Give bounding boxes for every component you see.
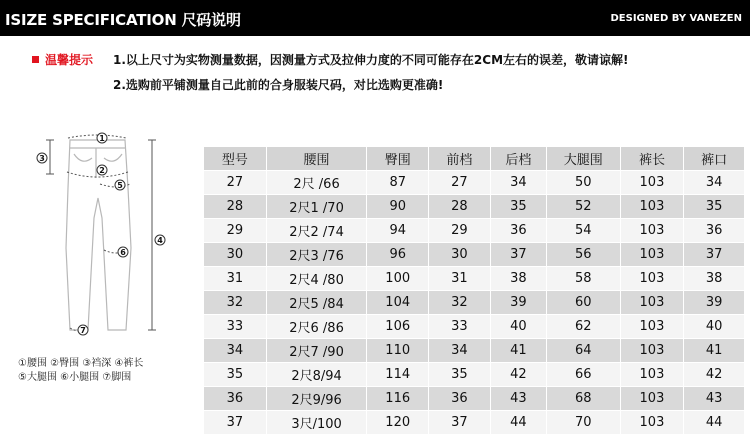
table-cell: 42	[490, 363, 546, 387]
table-cell: 103	[620, 339, 684, 363]
table-cell: 36	[490, 219, 546, 243]
table-cell: 29	[204, 219, 267, 243]
table-cell: 31	[204, 267, 267, 291]
table-cell: 35	[429, 363, 491, 387]
table-row	[204, 339, 745, 363]
tip-line-1: 1.以上尺寸为实物测量数据，因测量方式及拉伸力度的不同可能存在2CM左右的误差，敬请谅解!	[113, 53, 629, 67]
marker-7-icon	[78, 325, 88, 335]
svg-text:5: 5	[117, 181, 123, 190]
table-cell: 60	[546, 291, 620, 315]
size-spec-table	[203, 146, 745, 435]
table-cell: 66	[546, 363, 620, 387]
page-title: ISIZE SPECIFICATION 尺码说明	[5, 11, 241, 29]
marker-3-icon	[37, 153, 47, 163]
table-cell: 36	[204, 387, 267, 411]
table-cell: 103	[620, 219, 684, 243]
table-cell: 90	[367, 195, 429, 219]
table-row	[204, 387, 745, 411]
table-cell: 94	[367, 219, 429, 243]
table-cell: 2尺 /66	[266, 171, 367, 195]
svg-text:6: 6	[120, 248, 126, 257]
table-cell: 70	[546, 411, 620, 435]
table-cell: 37	[684, 243, 745, 267]
marker-2-icon	[97, 165, 107, 175]
table-cell: 38	[490, 267, 546, 291]
pants-measurement-diagram	[30, 128, 180, 350]
table-cell: 41	[684, 339, 745, 363]
table-cell: 104	[367, 291, 429, 315]
table-cell: 103	[620, 267, 684, 291]
table-cell: 110	[367, 339, 429, 363]
marker-5-icon	[115, 180, 125, 190]
table-cell: 52	[546, 195, 620, 219]
header-front-rise: 前档	[429, 147, 491, 171]
table-row	[204, 243, 745, 267]
tips-label: 温馨提示	[45, 53, 94, 67]
table-row	[204, 195, 745, 219]
table-cell: 39	[684, 291, 745, 315]
table-cell: 2尺4 /80	[266, 267, 367, 291]
svg-text:2: 2	[99, 166, 105, 175]
table-cell: 31	[429, 267, 491, 291]
table-cell: 35	[490, 195, 546, 219]
table-cell: 56	[546, 243, 620, 267]
marker-6-icon	[118, 247, 128, 257]
table-cell: 27	[204, 171, 267, 195]
table-cell: 33	[204, 315, 267, 339]
table-row	[204, 315, 745, 339]
bullet-square-icon	[32, 56, 39, 63]
table-cell: 103	[620, 195, 684, 219]
table-cell: 54	[546, 219, 620, 243]
table-cell: 30	[429, 243, 491, 267]
header-waist: 腰围	[266, 147, 367, 171]
table-cell: 103	[620, 387, 684, 411]
table-cell: 114	[367, 363, 429, 387]
table-cell: 42	[684, 363, 745, 387]
table-row	[204, 411, 745, 435]
table-cell: 40	[684, 315, 745, 339]
table-cell: 39	[490, 291, 546, 315]
table-cell: 58	[546, 267, 620, 291]
diagram-legend-line-1: ①腰围 ②臀围 ③裆深 ④裤长	[18, 358, 144, 369]
table-cell: 116	[367, 387, 429, 411]
table-cell: 2尺8/94	[266, 363, 367, 387]
table-cell: 103	[620, 411, 684, 435]
table-cell: 3尺/100	[266, 411, 367, 435]
table-cell: 38	[684, 267, 745, 291]
table-cell: 35	[684, 195, 745, 219]
table-cell: 37	[204, 411, 267, 435]
table-cell: 100	[367, 267, 429, 291]
table-cell: 68	[546, 387, 620, 411]
table-cell: 64	[546, 339, 620, 363]
table-row	[204, 363, 745, 387]
tip-line-2: 2.选购前平铺测量自己此前的合身服装尺码，对比选购更准确!	[113, 78, 444, 92]
table-cell: 28	[204, 195, 267, 219]
diagram-legend-line-2: ⑤大腿围 ⑥小腿围 ⑦脚围	[18, 372, 132, 383]
table-cell: 62	[546, 315, 620, 339]
header-thigh: 大腿围	[546, 147, 620, 171]
table-header-row	[204, 147, 745, 171]
table-cell: 106	[367, 315, 429, 339]
table-row	[204, 267, 745, 291]
table-cell: 32	[204, 291, 267, 315]
table-cell: 43	[490, 387, 546, 411]
header-leg-opening: 裤口	[684, 147, 745, 171]
header-size: 型号	[204, 147, 267, 171]
table-cell: 27	[429, 171, 491, 195]
svg-text:3: 3	[39, 154, 45, 163]
table-cell: 37	[490, 243, 546, 267]
table-cell: 2尺1 /70	[266, 195, 367, 219]
marker-1-icon	[97, 133, 107, 143]
table-row	[204, 219, 745, 243]
table-cell: 2尺9/96	[266, 387, 367, 411]
table-cell: 2尺2 /74	[266, 219, 367, 243]
table-cell: 2尺7 /90	[266, 339, 367, 363]
brand-label: DESIGNED BY VANEZEN	[610, 13, 742, 24]
table-cell: 41	[490, 339, 546, 363]
header-hip: 臀围	[367, 147, 429, 171]
table-cell: 96	[367, 243, 429, 267]
table-cell: 103	[620, 315, 684, 339]
table-cell: 103	[620, 243, 684, 267]
table-cell: 40	[490, 315, 546, 339]
table-cell: 29	[429, 219, 491, 243]
marker-4-icon	[155, 235, 165, 245]
table-cell: 34	[490, 171, 546, 195]
table-cell: 36	[429, 387, 491, 411]
table-cell: 103	[620, 363, 684, 387]
table-cell: 35	[204, 363, 267, 387]
table-cell: 34	[204, 339, 267, 363]
table-row	[204, 291, 745, 315]
table-cell: 43	[684, 387, 745, 411]
table-cell: 32	[429, 291, 491, 315]
table-cell: 33	[429, 315, 491, 339]
table-cell: 30	[204, 243, 267, 267]
header-length: 裤长	[620, 147, 684, 171]
table-cell: 2尺5 /84	[266, 291, 367, 315]
table-cell: 50	[546, 171, 620, 195]
table-cell: 44	[684, 411, 745, 435]
header-bar	[0, 0, 750, 36]
svg-text:4: 4	[157, 236, 163, 245]
table-cell: 28	[429, 195, 491, 219]
table-cell: 2尺3 /76	[266, 243, 367, 267]
header-back-rise: 后档	[490, 147, 546, 171]
table-cell: 36	[684, 219, 745, 243]
table-cell: 34	[429, 339, 491, 363]
table-cell: 103	[620, 291, 684, 315]
table-cell: 87	[367, 171, 429, 195]
table-cell: 120	[367, 411, 429, 435]
table-cell: 34	[684, 171, 745, 195]
table-cell: 37	[429, 411, 491, 435]
svg-text:7: 7	[80, 326, 86, 335]
table-cell: 2尺6 /86	[266, 315, 367, 339]
svg-text:1: 1	[99, 134, 105, 143]
table-row	[204, 171, 745, 195]
table-cell: 44	[490, 411, 546, 435]
table-cell: 103	[620, 171, 684, 195]
